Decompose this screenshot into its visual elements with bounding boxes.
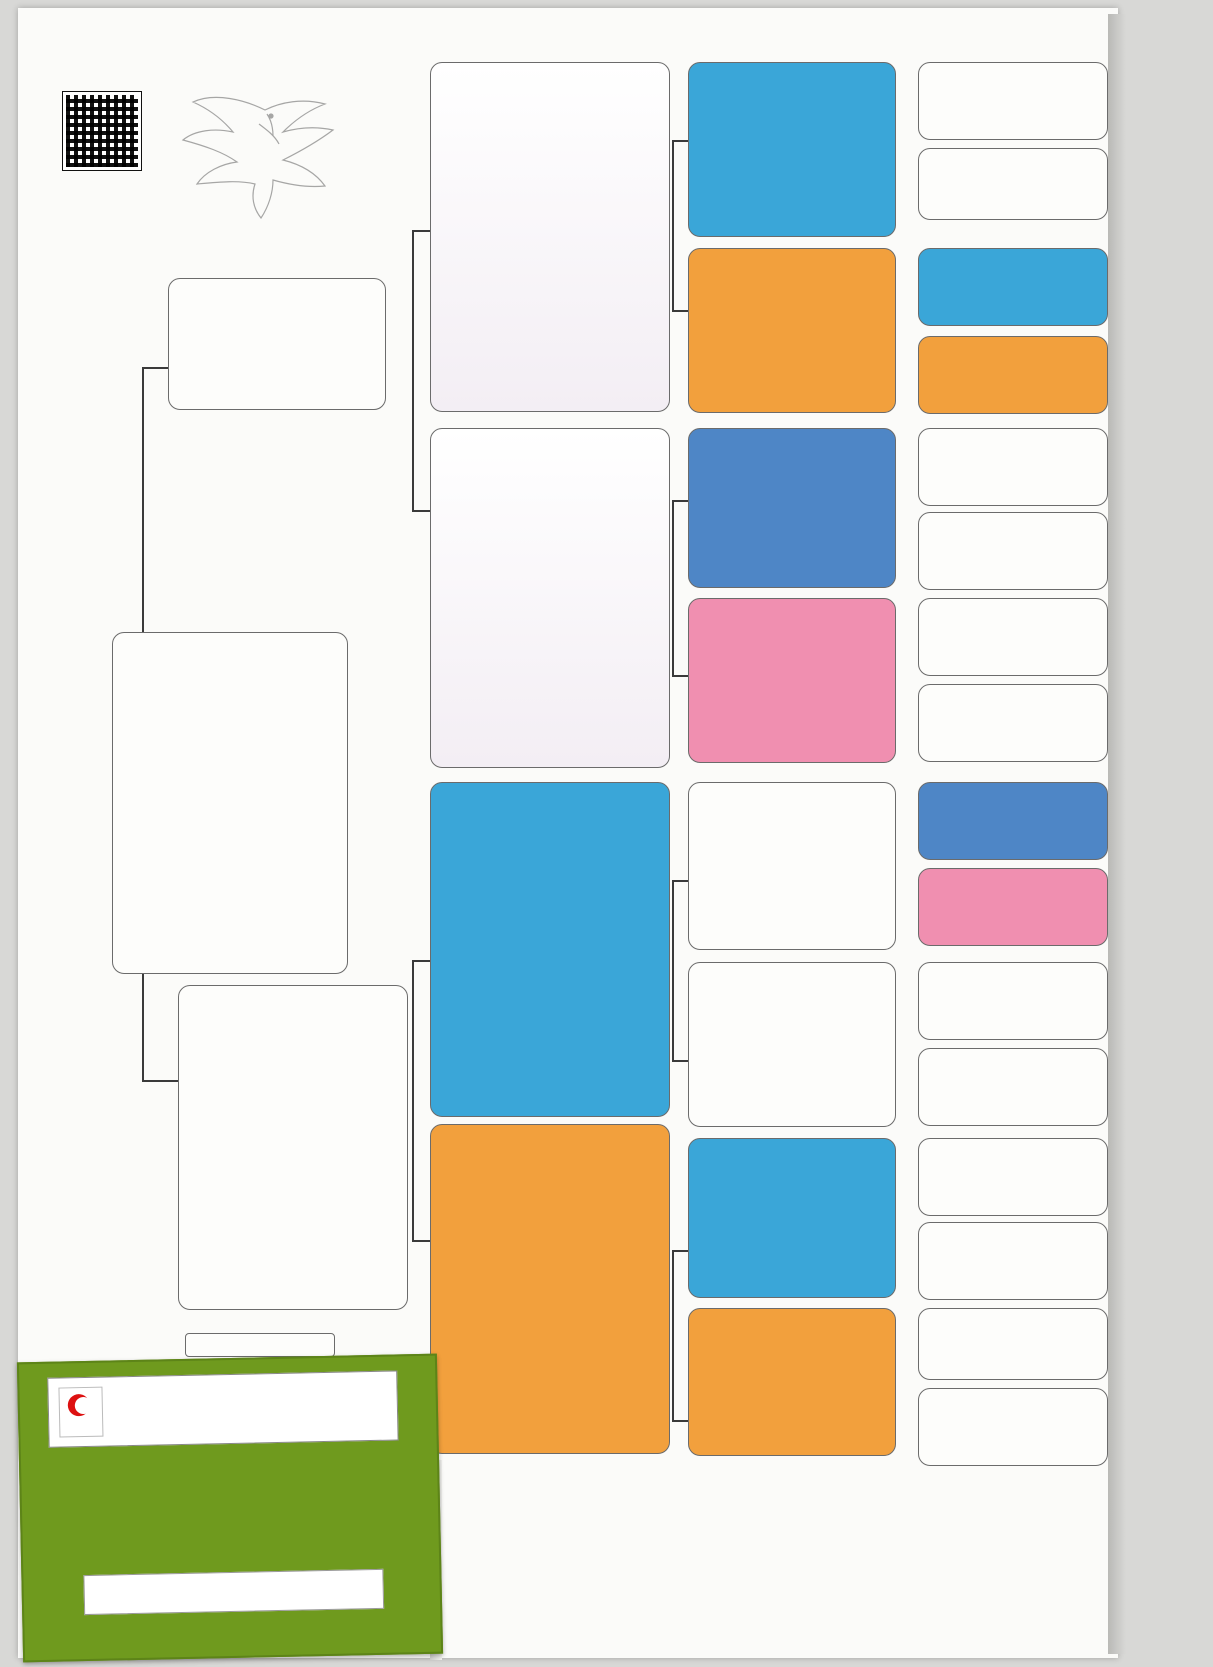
connector	[412, 230, 414, 510]
connector	[672, 140, 674, 310]
pedigree-box-g3-12[interactable]	[918, 1138, 1108, 1216]
connector	[142, 1080, 178, 1082]
ownership-card-ring-number	[83, 1569, 384, 1615]
page-edge-shadow	[1108, 14, 1126, 1654]
pedigree-box-g2-e[interactable]	[688, 782, 896, 950]
connector	[672, 880, 674, 1060]
pedigree-box-g2-b[interactable]	[688, 248, 896, 413]
connector	[672, 1250, 688, 1252]
pedigree-box-g3-7[interactable]	[918, 684, 1108, 762]
ownership-card[interactable]	[17, 1354, 443, 1663]
federation-badge-icon	[58, 1387, 103, 1438]
connector	[672, 1060, 688, 1062]
pedigree-box-g2-f[interactable]	[688, 962, 896, 1127]
pedigree-box-g2-d[interactable]	[688, 598, 896, 763]
connector	[672, 1420, 688, 1422]
pedigree-box-g2-a[interactable]	[688, 62, 896, 237]
pedigree-box-g1-d[interactable]	[430, 1124, 670, 1454]
pedigree-box-g3-9[interactable]	[918, 868, 1108, 946]
connector	[672, 880, 688, 882]
pedigree-box-g3-0[interactable]	[918, 62, 1108, 140]
pedigree-box-g3-15[interactable]	[918, 1388, 1108, 1466]
connector	[672, 140, 688, 142]
dove-icon	[175, 80, 355, 220]
pedigree-box-g1-a[interactable]	[430, 62, 670, 412]
ownership-card-subtitle	[21, 1452, 437, 1461]
pedigree-box-g3-14[interactable]	[918, 1308, 1108, 1380]
pedigree-box-dam-parent[interactable]	[178, 985, 408, 1310]
pedigree-box-g1-c[interactable]	[430, 782, 670, 1117]
connector	[672, 1250, 674, 1420]
connector	[412, 1240, 430, 1242]
connector	[672, 500, 674, 675]
ownership-card-text-en	[41, 1478, 417, 1486]
pedigree-box-g2-g[interactable]	[688, 1138, 896, 1298]
breeder-label	[185, 1333, 335, 1357]
pedigree-box-g3-1[interactable]	[918, 148, 1108, 220]
ownership-card-text-tr	[42, 1518, 418, 1526]
pedigree-box-g3-6[interactable]	[918, 598, 1108, 676]
pedigree-box-g1-b[interactable]	[430, 428, 670, 768]
pedigree-box-g3-10[interactable]	[918, 962, 1108, 1040]
pedigree-box-g3-4[interactable]	[918, 428, 1108, 506]
pedigree-box-g3-13[interactable]	[918, 1222, 1108, 1300]
connector	[412, 230, 430, 232]
pedigree-box-g3-3[interactable]	[918, 336, 1108, 414]
pedigree-box-sire-parent[interactable]	[168, 278, 386, 410]
ownership-card-header	[47, 1370, 398, 1447]
pedigree-box-subject[interactable]	[112, 632, 348, 974]
connector	[412, 960, 430, 962]
connector	[412, 510, 430, 512]
qr-code-icon	[63, 92, 141, 170]
pedigree-box-g3-8[interactable]	[918, 782, 1108, 860]
connector	[412, 960, 414, 1240]
connector	[672, 310, 688, 312]
connector	[672, 675, 688, 677]
brand-logo	[165, 40, 365, 230]
pedigree-box-g3-5[interactable]	[918, 512, 1108, 590]
pedigree-box-g2-h[interactable]	[688, 1308, 896, 1456]
pedigree-box-g3-11[interactable]	[918, 1048, 1108, 1126]
connector	[672, 500, 688, 502]
pedigree-box-g3-2[interactable]	[918, 248, 1108, 326]
pedigree-box-g2-c[interactable]	[688, 428, 896, 588]
